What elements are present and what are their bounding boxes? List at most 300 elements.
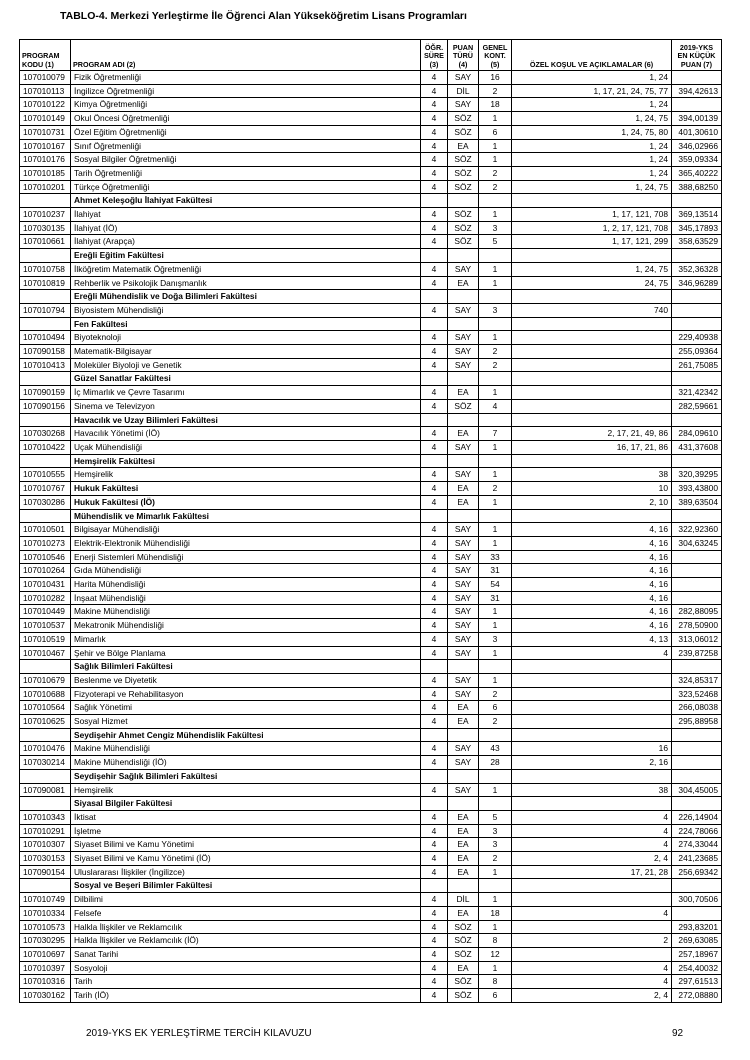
quota-cell: 2: [479, 166, 512, 180]
table-row: [20, 975, 722, 989]
duration-cell: 4: [421, 399, 448, 413]
program-name-cell: Sosyal Bilgiler Öğretmenliği: [71, 153, 421, 167]
program-name-cell: Mekatronik Mühendisliği: [71, 619, 421, 633]
faculty-header-row: [20, 454, 722, 468]
program-code-cell: 107010467: [20, 646, 71, 660]
quota-cell: 5: [479, 235, 512, 249]
conditions-cell: 4: [512, 961, 672, 975]
table-row: [20, 153, 722, 167]
min-score-cell: 322,92360: [672, 523, 722, 537]
program-code-cell: 107010237: [20, 208, 71, 222]
duration-cell: 4: [421, 810, 448, 824]
program-name-cell: Türkçe Öğretmenliği: [71, 180, 421, 194]
program-code-cell: 107010519: [20, 632, 71, 646]
faculty-header-row: [20, 769, 722, 783]
conditions-cell: 1, 24: [512, 153, 672, 167]
duration-cell: 4: [421, 331, 448, 345]
conditions-cell: [512, 413, 672, 427]
program-code-cell: 107010264: [20, 564, 71, 578]
min-score-cell: [672, 509, 722, 523]
faculty-name-cell: Seydişehir Ahmet Cengiz Mühendislik Fakültesi: [71, 728, 421, 742]
duration-cell: 4: [421, 208, 448, 222]
footer-guide-title: 2019-YKS EK YERLEŞTİRME TERCİH KILAVUZU: [86, 1028, 312, 1039]
duration-cell: 4: [421, 139, 448, 153]
program-name-cell: Harita Mühendisliği: [71, 578, 421, 592]
program-code-cell: 107010697: [20, 948, 71, 962]
score-type-cell: EA: [448, 838, 479, 852]
program-name-cell: İlahiyat (Arapça): [71, 235, 421, 249]
duration-cell: 4: [421, 605, 448, 619]
duration-cell: 4: [421, 71, 448, 85]
conditions-cell: [512, 358, 672, 372]
conditions-cell: [512, 249, 672, 263]
duration-cell: [421, 372, 448, 386]
min-score-cell: 346,96289: [672, 276, 722, 290]
program-code-cell: 107010476: [20, 742, 71, 756]
score-type-cell: SÖZ: [448, 180, 479, 194]
program-code-cell: 107010282: [20, 591, 71, 605]
program-code-cell: [20, 372, 71, 386]
quota-cell: 1: [479, 208, 512, 222]
duration-cell: 4: [421, 84, 448, 98]
program-name-cell: Uçak Mühendisliği: [71, 440, 421, 454]
duration-cell: [421, 290, 448, 304]
min-score-cell: 304,45005: [672, 783, 722, 797]
score-type-cell: SÖZ: [448, 920, 479, 934]
program-code-cell: 107010431: [20, 578, 71, 592]
quota-cell: 1: [479, 673, 512, 687]
table-row: [20, 934, 722, 948]
program-code-cell: 107030286: [20, 495, 71, 509]
program-name-cell: Uluslararası İlişkiler (İngilizce): [71, 865, 421, 879]
header-program-code: PROGRAM KODU (1): [20, 40, 71, 71]
table-row: [20, 495, 722, 509]
table-row: [20, 523, 722, 537]
table-row: [20, 742, 722, 756]
quota-cell: 1: [479, 331, 512, 345]
faculty-name-cell: Güzel Sanatlar Fakültesi: [71, 372, 421, 386]
quota-cell: [479, 317, 512, 331]
min-score-cell: 255,09364: [672, 345, 722, 359]
score-type-cell: SÖZ: [448, 208, 479, 222]
min-score-cell: 324,85317: [672, 673, 722, 687]
program-name-cell: Siyaset Bilimi ve Kamu Yönetimi (İÖ): [71, 852, 421, 866]
table-row: [20, 221, 722, 235]
table-row: [20, 632, 722, 646]
faculty-header-row: [20, 660, 722, 674]
duration-cell: 4: [421, 920, 448, 934]
program-code-cell: 107010422: [20, 440, 71, 454]
program-name-cell: Biyoteknoloji: [71, 331, 421, 345]
program-code-cell: 107010122: [20, 98, 71, 112]
duration-cell: 4: [421, 153, 448, 167]
program-name-cell: Bilgisayar Mühendisliği: [71, 523, 421, 537]
score-type-cell: SAY: [448, 468, 479, 482]
min-score-cell: 321,42342: [672, 386, 722, 400]
score-type-cell: SAY: [448, 756, 479, 770]
quota-cell: 8: [479, 975, 512, 989]
table-row: [20, 578, 722, 592]
duration-cell: [421, 769, 448, 783]
conditions-cell: [512, 660, 672, 674]
score-type-cell: SAY: [448, 440, 479, 454]
program-name-cell: İç Mimarlık ve Çevre Tasarımı: [71, 386, 421, 400]
quota-cell: 1: [479, 276, 512, 290]
quota-cell: [479, 194, 512, 208]
quota-cell: 1: [479, 440, 512, 454]
quota-cell: [479, 660, 512, 674]
program-name-cell: Sağlık Yönetimi: [71, 701, 421, 715]
conditions-cell: [512, 769, 672, 783]
program-code-cell: 107090159: [20, 386, 71, 400]
score-type-cell: [448, 769, 479, 783]
program-code-cell: 107010079: [20, 71, 71, 85]
program-code-cell: 107010167: [20, 139, 71, 153]
program-name-cell: Mimarlık: [71, 632, 421, 646]
conditions-cell: [512, 372, 672, 386]
quota-cell: [479, 797, 512, 811]
duration-cell: [421, 879, 448, 893]
conditions-cell: 2, 4: [512, 989, 672, 1003]
conditions-cell: [512, 290, 672, 304]
program-code-cell: 107030295: [20, 934, 71, 948]
min-score-cell: 269,63085: [672, 934, 722, 948]
table-row: [20, 536, 722, 550]
table-row: [20, 358, 722, 372]
page-number: 92: [672, 1028, 684, 1039]
duration-cell: 4: [421, 646, 448, 660]
table-row: [20, 838, 722, 852]
faculty-name-cell: Sosyal ve Beşeri Bilimler Fakültesi: [71, 879, 421, 893]
conditions-cell: 1, 24: [512, 166, 672, 180]
min-score-cell: 254,40032: [672, 961, 722, 975]
quota-cell: 12: [479, 948, 512, 962]
faculty-header-row: [20, 879, 722, 893]
program-code-cell: [20, 317, 71, 331]
faculty-header-row: [20, 797, 722, 811]
min-score-cell: [672, 728, 722, 742]
program-name-cell: Tarih: [71, 975, 421, 989]
conditions-cell: 4, 16: [512, 550, 672, 564]
min-score-cell: 274,33044: [672, 838, 722, 852]
program-code-cell: 107010749: [20, 893, 71, 907]
min-score-cell: 358,63529: [672, 235, 722, 249]
min-score-cell: 304,63245: [672, 536, 722, 550]
program-code-cell: 107030268: [20, 427, 71, 441]
min-score-cell: [672, 660, 722, 674]
program-code-cell: 107010176: [20, 153, 71, 167]
faculty-name-cell: Mühendislik ve Mimarlık Fakültesi: [71, 509, 421, 523]
min-score-cell: [672, 413, 722, 427]
duration-cell: 4: [421, 536, 448, 550]
quota-cell: 1: [479, 386, 512, 400]
quota-cell: 2: [479, 852, 512, 866]
score-type-cell: EA: [448, 810, 479, 824]
program-name-cell: Makine Mühendisliği: [71, 605, 421, 619]
quota-cell: 5: [479, 810, 512, 824]
quota-cell: 2: [479, 180, 512, 194]
table-row: [20, 180, 722, 194]
quota-cell: 1: [479, 646, 512, 660]
duration-cell: [421, 509, 448, 523]
table-row: [20, 810, 722, 824]
program-name-cell: Okul Öncesi Öğretmenliği: [71, 112, 421, 126]
quota-cell: 31: [479, 564, 512, 578]
conditions-cell: 2, 4: [512, 852, 672, 866]
program-code-cell: 107010573: [20, 920, 71, 934]
program-code-cell: 107010555: [20, 468, 71, 482]
duration-cell: 4: [421, 742, 448, 756]
score-type-cell: SÖZ: [448, 112, 479, 126]
program-name-cell: Tarih (İÖ): [71, 989, 421, 1003]
min-score-cell: 393,43800: [672, 482, 722, 496]
score-type-cell: [448, 249, 479, 263]
score-type-cell: SÖZ: [448, 934, 479, 948]
conditions-cell: 4: [512, 810, 672, 824]
score-type-cell: SAY: [448, 550, 479, 564]
score-type-cell: [448, 797, 479, 811]
conditions-cell: 10: [512, 482, 672, 496]
quota-cell: [479, 454, 512, 468]
quota-cell: 54: [479, 578, 512, 592]
score-type-cell: SAY: [448, 71, 479, 85]
quota-cell: [479, 413, 512, 427]
conditions-cell: 38: [512, 468, 672, 482]
program-code-cell: 107010794: [20, 303, 71, 317]
min-score-cell: [672, 454, 722, 468]
conditions-cell: [512, 673, 672, 687]
score-type-cell: EA: [448, 427, 479, 441]
min-score-cell: [672, 769, 722, 783]
conditions-cell: 4, 16: [512, 523, 672, 537]
min-score-cell: 257,18967: [672, 948, 722, 962]
score-type-cell: EA: [448, 276, 479, 290]
conditions-cell: 1, 2, 17, 121, 708: [512, 221, 672, 235]
min-score-cell: 239,87258: [672, 646, 722, 660]
duration-cell: 4: [421, 961, 448, 975]
min-score-cell: [672, 249, 722, 263]
min-score-cell: [672, 372, 722, 386]
min-score-cell: [672, 797, 722, 811]
page-title: TABLO-4. Merkezi Yerleştirme İle Öğrenci Alan Yükseköğretim Lisans Programları: [60, 10, 467, 22]
conditions-cell: [512, 194, 672, 208]
program-name-cell: Rehberlik ve Psikolojik Danışmanlık: [71, 276, 421, 290]
min-score-cell: 226,14904: [672, 810, 722, 824]
conditions-cell: 17, 21, 28: [512, 865, 672, 879]
min-score-cell: 297,61513: [672, 975, 722, 989]
duration-cell: 4: [421, 975, 448, 989]
program-code-cell: 107010149: [20, 112, 71, 126]
quota-cell: 3: [479, 303, 512, 317]
table-row: [20, 331, 722, 345]
duration-cell: 4: [421, 262, 448, 276]
quota-cell: 3: [479, 221, 512, 235]
score-type-cell: SAY: [448, 303, 479, 317]
program-name-cell: Sosyal Hizmet: [71, 715, 421, 729]
table-row: [20, 619, 722, 633]
program-code-cell: [20, 509, 71, 523]
faculty-name-cell: Ahmet Keleşoğlu İlahiyat Fakültesi: [71, 194, 421, 208]
quota-cell: 2: [479, 687, 512, 701]
min-score-cell: [672, 906, 722, 920]
score-type-cell: SÖZ: [448, 399, 479, 413]
score-type-cell: SAY: [448, 783, 479, 797]
score-type-cell: EA: [448, 482, 479, 496]
conditions-cell: 4: [512, 646, 672, 660]
min-score-cell: 278,50900: [672, 619, 722, 633]
table-row: [20, 948, 722, 962]
table-row: [20, 961, 722, 975]
duration-cell: 4: [421, 632, 448, 646]
program-name-cell: Fizyoterapi ve Rehabilitasyon: [71, 687, 421, 701]
program-code-cell: [20, 660, 71, 674]
quota-cell: 2: [479, 345, 512, 359]
program-name-cell: Elektrik-Elektronik Mühendisliği: [71, 536, 421, 550]
program-code-cell: 107010334: [20, 906, 71, 920]
faculty-header-row: [20, 249, 722, 263]
table-row: [20, 893, 722, 907]
table-row: [20, 564, 722, 578]
program-code-cell: 107010449: [20, 605, 71, 619]
duration-cell: [421, 454, 448, 468]
program-code-cell: 107030214: [20, 756, 71, 770]
min-score-cell: [672, 591, 722, 605]
table-row: [20, 235, 722, 249]
quota-cell: 43: [479, 742, 512, 756]
faculty-name-cell: Seydişehir Sağlık Bilimleri Fakültesi: [71, 769, 421, 783]
score-type-cell: SAY: [448, 605, 479, 619]
quota-cell: [479, 769, 512, 783]
min-score-cell: [672, 742, 722, 756]
score-type-cell: SÖZ: [448, 125, 479, 139]
faculty-header-row: [20, 290, 722, 304]
score-type-cell: [448, 728, 479, 742]
program-code-cell: 107010625: [20, 715, 71, 729]
duration-cell: 4: [421, 715, 448, 729]
program-code-cell: 107010661: [20, 235, 71, 249]
table-row: [20, 865, 722, 879]
program-code-cell: [20, 249, 71, 263]
faculty-header-row: [20, 509, 722, 523]
score-type-cell: [448, 660, 479, 674]
faculty-header-row: [20, 728, 722, 742]
min-score-cell: 394,42613: [672, 84, 722, 98]
program-code-cell: [20, 728, 71, 742]
quota-cell: 2: [479, 84, 512, 98]
program-code-cell: [20, 290, 71, 304]
header-program-name: PROGRAM ADI (2): [71, 40, 421, 71]
duration-cell: 4: [421, 358, 448, 372]
score-type-cell: SAY: [448, 591, 479, 605]
faculty-name-cell: Hemşirelik Fakültesi: [71, 454, 421, 468]
quota-cell: 18: [479, 906, 512, 920]
program-name-cell: Halkla İlişkiler ve Reklamcılık (İÖ): [71, 934, 421, 948]
faculty-header-row: [20, 372, 722, 386]
duration-cell: 4: [421, 824, 448, 838]
score-type-cell: EA: [448, 824, 479, 838]
quota-cell: 28: [479, 756, 512, 770]
duration-cell: 4: [421, 235, 448, 249]
quota-cell: 31: [479, 591, 512, 605]
min-score-cell: 313,06012: [672, 632, 722, 646]
program-name-cell: Halkla İlişkiler ve Reklamcılık: [71, 920, 421, 934]
conditions-cell: 2, 16: [512, 756, 672, 770]
table-row: [20, 427, 722, 441]
program-code-cell: 107010731: [20, 125, 71, 139]
conditions-cell: 4, 13: [512, 632, 672, 646]
score-type-cell: EA: [448, 906, 479, 920]
program-code-cell: 107090158: [20, 345, 71, 359]
program-code-cell: 107090154: [20, 865, 71, 879]
min-score-cell: 345,17893: [672, 221, 722, 235]
quota-cell: 1: [479, 893, 512, 907]
min-score-cell: 266,08038: [672, 701, 722, 715]
min-score-cell: 365,40222: [672, 166, 722, 180]
quota-cell: 1: [479, 619, 512, 633]
table-row: [20, 591, 722, 605]
min-score-cell: 229,40938: [672, 331, 722, 345]
header-quota: GENEL KONT. (5): [479, 40, 512, 71]
score-type-cell: SAY: [448, 619, 479, 633]
min-score-cell: [672, 550, 722, 564]
conditions-cell: [512, 797, 672, 811]
program-name-cell: Hemşirelik: [71, 468, 421, 482]
duration-cell: 4: [421, 906, 448, 920]
program-name-cell: Sanat Tarihi: [71, 948, 421, 962]
min-score-cell: 256,69342: [672, 865, 722, 879]
table-row: [20, 345, 722, 359]
quota-cell: 3: [479, 824, 512, 838]
score-type-cell: SAY: [448, 536, 479, 550]
score-type-cell: SAY: [448, 646, 479, 660]
program-name-cell: İşletme: [71, 824, 421, 838]
min-score-cell: 241,23685: [672, 852, 722, 866]
conditions-cell: 2, 17, 21, 49, 86: [512, 427, 672, 441]
program-code-cell: [20, 413, 71, 427]
program-name-cell: Biyosistem Mühendisliği: [71, 303, 421, 317]
quota-cell: 1: [479, 783, 512, 797]
faculty-header-row: [20, 194, 722, 208]
program-name-cell: Sınıf Öğretmenliği: [71, 139, 421, 153]
program-name-cell: Fizik Öğretmenliği: [71, 71, 421, 85]
program-code-cell: 107010546: [20, 550, 71, 564]
header-duration: ÖĞR. SÜRE (3): [421, 40, 448, 71]
duration-cell: 4: [421, 673, 448, 687]
score-type-cell: EA: [448, 865, 479, 879]
table-row: [20, 276, 722, 290]
duration-cell: 4: [421, 345, 448, 359]
table-row: [20, 139, 722, 153]
conditions-cell: 4, 16: [512, 578, 672, 592]
duration-cell: 4: [421, 427, 448, 441]
table-header-row: [20, 40, 722, 71]
program-code-cell: 107010201: [20, 180, 71, 194]
duration-cell: 4: [421, 221, 448, 235]
quota-cell: 2: [479, 482, 512, 496]
program-code-cell: 107010343: [20, 810, 71, 824]
quota-cell: 1: [479, 605, 512, 619]
header-min-score: 2019-YKS EN KÜÇÜK PUAN (7): [672, 40, 722, 71]
program-name-cell: Matematik-Bilgisayar: [71, 345, 421, 359]
table-row: [20, 262, 722, 276]
table-row: [20, 756, 722, 770]
score-type-cell: EA: [448, 139, 479, 153]
duration-cell: 4: [421, 852, 448, 866]
conditions-cell: 38: [512, 783, 672, 797]
table-row: [20, 166, 722, 180]
program-name-cell: Havacılık Yönetimi (İÖ): [71, 427, 421, 441]
duration-cell: [421, 797, 448, 811]
